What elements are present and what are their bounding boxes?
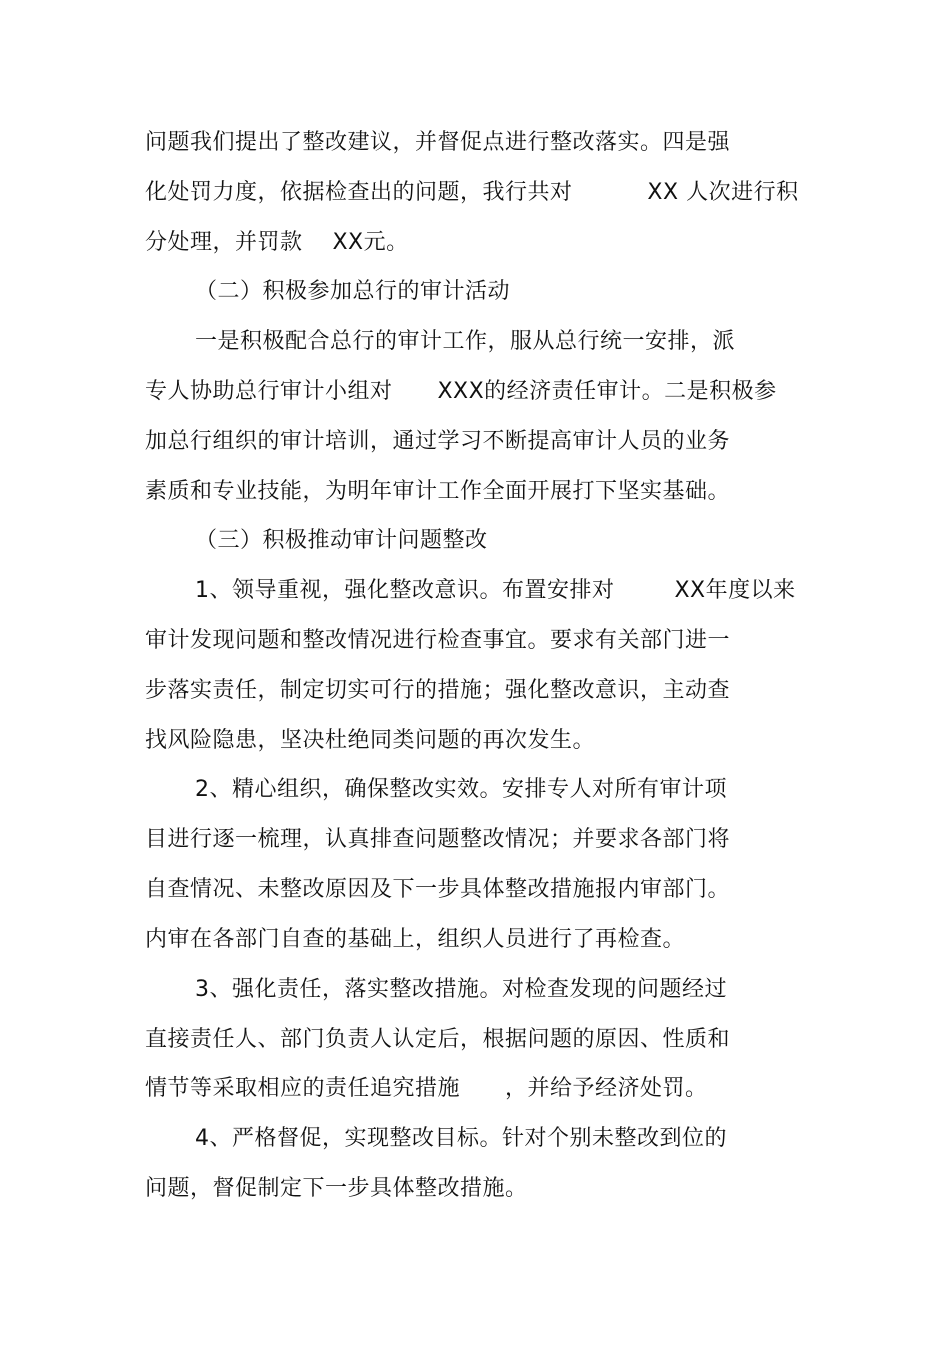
text-line: 1、领导重视，强化整改意识。布置安排对 XX年度以来: [195, 578, 796, 603]
text-line: 审计发现问题和整改情况进行检查事宜。要求有关部门进一: [145, 628, 731, 653]
text-line: 加总行组织的审计培训，通过学习不断提高审计人员的业务: [145, 429, 731, 454]
text-line: 3、强化责任，落实整改措施。对检查发现的问题经过: [195, 977, 727, 1002]
section-heading: （二）积极参加总行的审计活动: [195, 279, 511, 304]
text-line: 素质和专业技能，为明年审计工作全面开展打下坚实基础。: [145, 479, 731, 504]
text-line: 直接责任人、部门负责人认定后，根据问题的原因、性质和: [145, 1027, 731, 1052]
text-line: 一是积极配合总行的审计工作，服从总行统一安排，派: [195, 329, 736, 354]
text-line: 目进行逐一梳理，认真排查问题整改情况；并要求各部门将: [145, 827, 731, 852]
text-line: 2、精心组织，确保整改实效。安排专人对所有审计项: [195, 777, 727, 802]
text-line: 分处理，并罚款 XX元。: [145, 230, 409, 255]
text-line: 步落实责任，制定切实可行的措施；强化整改意识，主动查: [145, 678, 731, 703]
text-line: 4、严格督促，实现整改目标。针对个别未整改到位的: [195, 1126, 727, 1151]
section-heading: （三）积极推动审计问题整改: [195, 528, 488, 553]
text-line: 找风险隐患，坚决杜绝同类问题的再次发生。: [145, 728, 596, 753]
text-line: 内审在各部门自查的基础上，组织人员进行了再检查。: [145, 927, 686, 952]
text-line: 问题我们提出了整改建议，并督促点进行整改落实。四是强: [145, 130, 731, 155]
text-line: 自查情况、未整改原因及下一步具体整改措施报内审部门。: [145, 877, 731, 902]
text-line: 情节等采取相应的责任追究措施 ，并给予经济处罚。: [145, 1076, 708, 1101]
text-line: 专人协助总行审计小组对 XXX的经济责任审计。二是积极参: [145, 379, 777, 404]
text-line: 问题，督促制定下一步具体整改措施。: [145, 1176, 528, 1201]
text-line: 化处罚力度，依据检查出的问题，我行共对 XX 人次进行积: [145, 180, 799, 205]
